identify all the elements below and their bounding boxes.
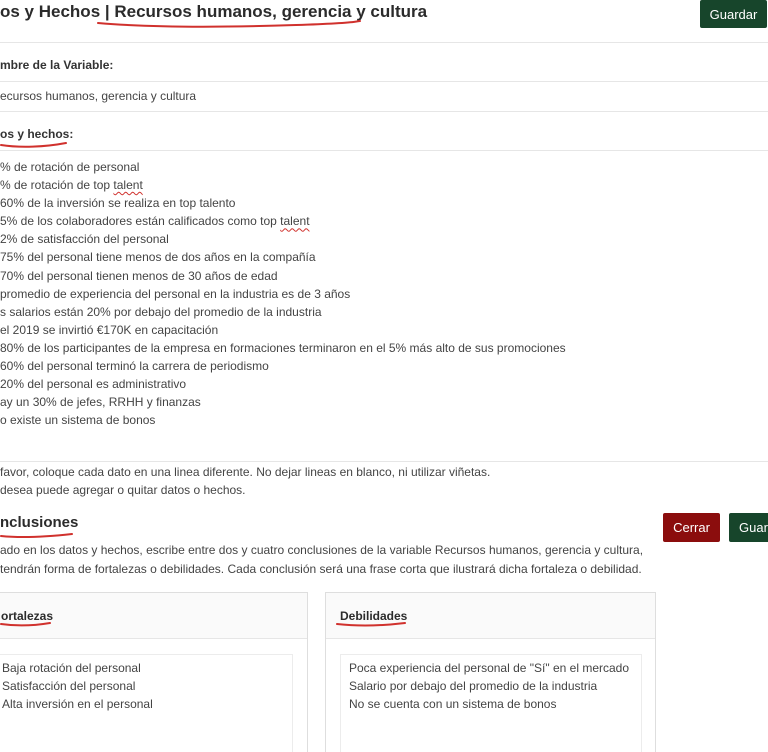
fact-line: ay un 30% de jefes, RRHH y finanzas	[0, 395, 201, 410]
weaknesses-title: Debilidades	[340, 609, 408, 623]
fact-line: s salarios están 20% por debajo del promedio de la industria	[0, 304, 322, 319]
annotation-underline	[0, 530, 80, 540]
fact-line: 60% del personal terminó la carrera de periodismo	[0, 359, 269, 374]
weaknesses-card	[325, 592, 656, 752]
fact-line: 60% de la inversión se realiza en top talento	[0, 196, 236, 211]
fact-line: 5% de los colaboradores están calificados como top talent	[0, 214, 310, 229]
save-button-top[interactable]: Guardar	[700, 0, 767, 28]
conclusions-title: nclusiones	[0, 514, 79, 531]
strengths-card	[0, 592, 308, 752]
facts-label: os y hechos:	[0, 127, 74, 141]
close-button[interactable]: Cerrar	[663, 513, 720, 542]
fact-line: 70% del personal tienen menos de 30 años de edad	[0, 268, 278, 283]
annotation-underline	[0, 619, 56, 629]
annotation-underline	[0, 140, 72, 150]
page-title-prefix: os y Hechos |	[0, 2, 115, 21]
fact-line: 20% del personal es administrativo	[0, 377, 187, 392]
fact-line: o existe un sistema de bonos	[0, 413, 156, 428]
page-title-variable: Recursos humanos, gerencia y cultura	[114, 2, 428, 21]
facts-textarea[interactable]	[0, 158, 566, 429]
fact-line: 80% de los participantes de la empresa en formaciones terminaron en el 5% más alto de sus promociones	[0, 340, 566, 355]
facts-help-text-1: favor, coloque cada dato en una linea diferente. No dejar lineas en blanco, ni utilizar viñetas.	[0, 465, 491, 479]
strength-item: Alta inversión en el personal	[2, 697, 153, 712]
fact-line: promedio de experiencia del personal en la industria es de 3 años	[0, 286, 351, 301]
save-button-conclusions[interactable]: Guar	[729, 513, 768, 542]
strength-item: Satisfacción del personal	[2, 679, 136, 694]
fact-line: 75% del personal tiene menos de dos años en la compañía	[0, 250, 316, 265]
fact-line: % de rotación de top talent	[0, 178, 143, 193]
fact-line: 2% de satisfacción del personal	[0, 232, 169, 247]
strength-item: Baja rotación del personal	[2, 661, 141, 675]
facts-help-text-2: desea puede agregar o quitar datos o hechos.	[0, 483, 246, 497]
strengths-textarea[interactable]	[0, 654, 293, 752]
conclusions-desc-2: tendrán forma de fortalezas o debilidades. Cada conclusión será una frase corta que ilustrará dicha fortaleza o debilidad.	[0, 562, 642, 576]
variable-name-label: mbre de la Variable:	[0, 58, 114, 72]
strengths-title: ortalezas	[1, 609, 54, 623]
fact-line: % de rotación de personal	[0, 160, 140, 174]
weakness-item: Poca experiencia del personal de "Sí" en el mercado	[349, 661, 630, 675]
variable-name-input[interactable]: ecursos humanos, gerencia y cultura	[0, 89, 197, 103]
weaknesses-textarea[interactable]	[340, 654, 642, 752]
weakness-item: No se cuenta con un sistema de bonos	[349, 697, 557, 712]
annotation-underline	[335, 619, 411, 629]
fact-line: el 2019 se invirtió €170K en capacitación	[0, 322, 219, 337]
weakness-item: Salario por debajo del promedio de la industria	[349, 679, 598, 694]
annotation-underline	[96, 16, 366, 28]
conclusions-desc-1: ado en los datos y hechos, escribe entre dos y cuatro conclusiones de la variable Recursos humanos, gerencia y cultura,	[0, 543, 644, 557]
